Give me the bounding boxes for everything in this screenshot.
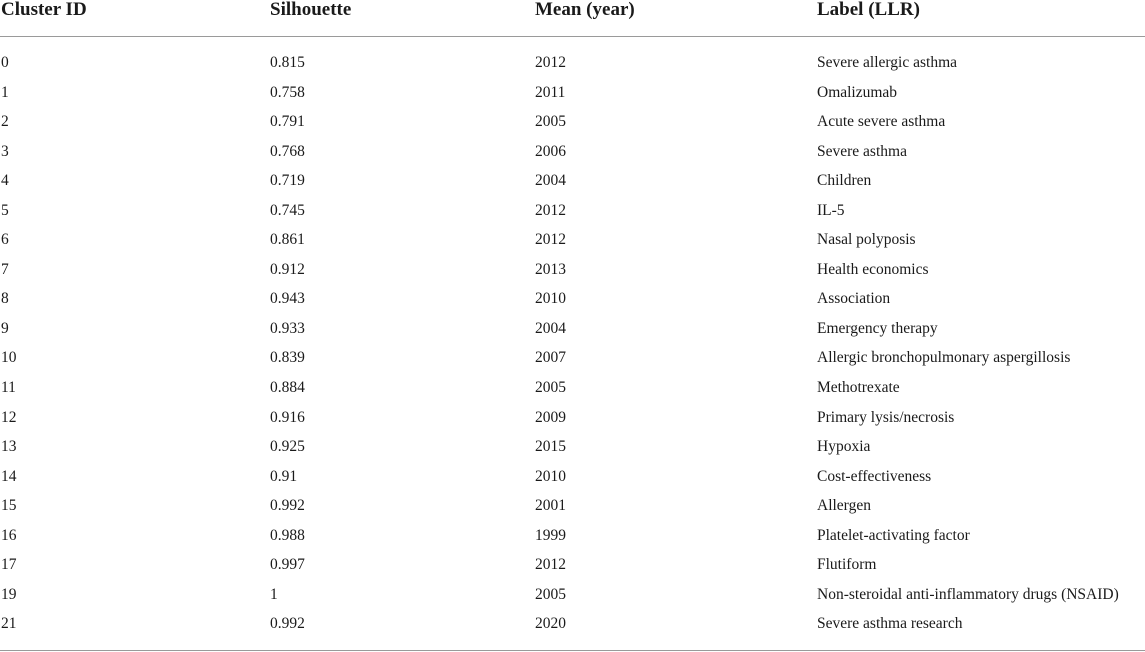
cell-label: Health economics	[817, 260, 929, 278]
cell-mean-year: 2012	[535, 201, 566, 219]
cell-mean-year: 2001	[535, 497, 566, 515]
table-row	[0, 80, 1145, 110]
table-row	[0, 375, 1145, 405]
table-row	[0, 611, 1145, 641]
cell-silhouette: 1	[270, 585, 278, 603]
cell-label: Non-steroidal anti-inflammatory drugs (NSAID)	[817, 585, 1119, 603]
cell-label: Acute severe asthma	[817, 113, 946, 131]
cell-label: Association	[817, 290, 891, 308]
cell-label: Children	[817, 172, 872, 190]
cell-silhouette: 0.861	[270, 231, 305, 249]
cell-cluster-id: 0	[1, 54, 9, 71]
cell-cluster-id: 6	[1, 231, 9, 249]
cell-silhouette: 0.91	[270, 467, 298, 485]
cell-cluster-id: 16	[1, 526, 17, 544]
table-row	[0, 523, 1145, 553]
table-row	[0, 434, 1145, 464]
cell-mean-year: 2005	[535, 585, 566, 603]
cell-cluster-id: 15	[1, 497, 17, 515]
cell-mean-year: 1999	[535, 526, 566, 544]
header-label-llr: Label (LLR)	[817, 0, 920, 20]
cell-cluster-id: 4	[1, 172, 9, 190]
cell-cluster-id: 14	[1, 467, 17, 485]
cell-label: Allergen	[817, 497, 871, 515]
cell-label: Nasal polyposis	[817, 231, 916, 249]
header-cluster-id: Cluster ID	[1, 0, 87, 20]
header-mean-year: Mean (year)	[535, 0, 635, 20]
table-row	[0, 227, 1145, 257]
cell-mean-year: 2012	[535, 54, 566, 71]
cell-mean-year: 2012	[535, 231, 566, 249]
cell-label: Omalizumab	[817, 83, 898, 101]
cell-mean-year: 2015	[535, 438, 566, 456]
table-row	[0, 464, 1145, 494]
cell-mean-year: 2013	[535, 260, 566, 278]
cell-cluster-id: 21	[1, 615, 17, 633]
table-header	[0, 0, 1145, 37]
cell-cluster-id: 19	[1, 585, 17, 603]
cell-silhouette: 0.884	[270, 379, 305, 397]
cell-silhouette: 0.758	[270, 83, 305, 101]
cell-mean-year: 2020	[535, 615, 566, 633]
cell-silhouette: 0.768	[270, 142, 305, 160]
cell-cluster-id: 5	[1, 201, 9, 219]
cell-mean-year: 2006	[535, 142, 566, 160]
cell-silhouette: 0.912	[270, 260, 305, 278]
cell-cluster-id: 2	[1, 113, 9, 131]
cell-cluster-id: 1	[1, 83, 9, 101]
cell-mean-year: 2005	[535, 113, 566, 131]
cell-silhouette: 0.988	[270, 526, 305, 544]
cell-label: Allergic bronchopulmonary aspergillosis	[817, 349, 1071, 367]
cell-label: Cost-effectiveness	[817, 467, 932, 485]
cell-label: IL-5	[817, 201, 845, 219]
cell-silhouette: 0.933	[270, 319, 305, 337]
cell-silhouette: 0.719	[270, 172, 305, 190]
cell-silhouette: 0.925	[270, 438, 305, 456]
cell-label: Platelet-activating factor	[817, 526, 970, 544]
table-body	[0, 37, 1145, 641]
table-row	[0, 168, 1145, 198]
cell-label: Hypoxia	[817, 438, 871, 456]
cell-cluster-id: 7	[1, 260, 9, 278]
cell-silhouette: 0.992	[270, 615, 305, 633]
table-row	[0, 345, 1145, 375]
table-row	[0, 493, 1145, 523]
cell-silhouette: 0.997	[270, 556, 305, 574]
header-silhouette: Silhouette	[270, 0, 352, 20]
cell-mean-year: 2009	[535, 408, 566, 426]
cell-mean-year: 2010	[535, 290, 566, 308]
cell-cluster-id: 13	[1, 438, 17, 456]
cell-label: Emergency therapy	[817, 319, 938, 337]
cell-silhouette: 0.943	[270, 290, 305, 308]
cell-mean-year: 2011	[535, 83, 566, 101]
cell-mean-year: 2007	[535, 349, 566, 367]
cell-mean-year: 2012	[535, 556, 566, 574]
table-row	[0, 552, 1145, 582]
cell-silhouette: 0.815	[270, 54, 305, 71]
cell-cluster-id: 11	[1, 379, 16, 397]
cell-label: Flutiform	[817, 556, 877, 574]
cell-mean-year: 2004	[535, 319, 566, 337]
cell-cluster-id: 10	[1, 349, 17, 367]
table-row	[0, 198, 1145, 228]
table-row	[0, 50, 1145, 80]
cell-silhouette: 0.791	[270, 113, 305, 131]
cell-silhouette: 0.839	[270, 349, 305, 367]
cell-silhouette: 0.916	[270, 408, 305, 426]
cell-silhouette: 0.992	[270, 497, 305, 515]
table-row	[0, 139, 1145, 169]
table-row	[0, 109, 1145, 139]
cell-label: Methotrexate	[817, 379, 900, 397]
table-row	[0, 286, 1145, 316]
cell-cluster-id: 8	[1, 290, 9, 308]
table-row	[0, 257, 1145, 287]
cell-mean-year: 2005	[535, 379, 566, 397]
table-row	[0, 405, 1145, 435]
cell-mean-year: 2004	[535, 172, 566, 190]
cell-cluster-id: 3	[1, 142, 9, 160]
cell-cluster-id: 17	[1, 556, 17, 574]
cell-mean-year: 2010	[535, 467, 566, 485]
cell-cluster-id: 9	[1, 319, 9, 337]
table-row	[0, 582, 1145, 612]
cell-label: Severe asthma research	[817, 615, 963, 633]
cell-silhouette: 0.745	[270, 201, 305, 219]
table-bottom-rule	[0, 650, 1145, 651]
cell-label: Severe asthma	[817, 142, 907, 160]
table-row	[0, 316, 1145, 346]
cell-cluster-id: 12	[1, 408, 17, 426]
cell-label: Severe allergic asthma	[817, 54, 958, 71]
cell-label: Primary lysis/necrosis	[817, 408, 955, 426]
